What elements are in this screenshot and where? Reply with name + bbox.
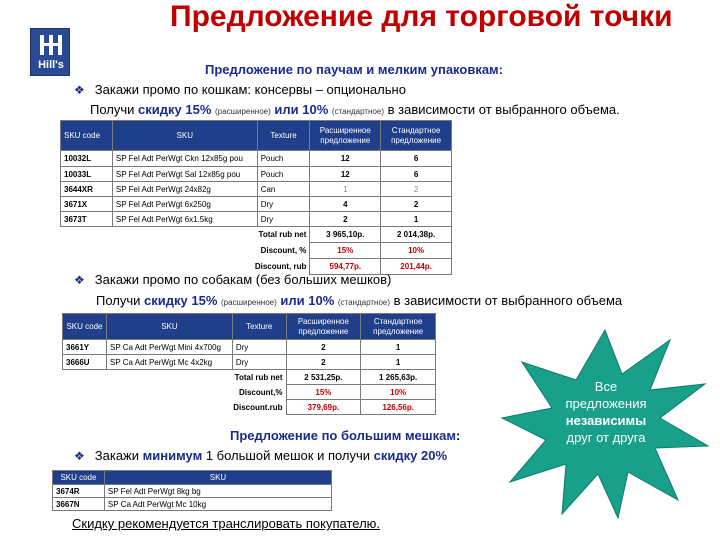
col-sku-code: SKU code xyxy=(53,471,105,485)
discount-pct-label: Discount, % xyxy=(112,243,310,259)
cell-std: 1 xyxy=(361,340,436,355)
totals-row xyxy=(61,243,452,259)
hills-logo xyxy=(30,28,70,76)
discount-20: скидку 20% xyxy=(373,448,448,463)
cell-sku: SP Ca Adt PerWgt Mc 4x2kg xyxy=(106,355,232,370)
cell-texture: Dry xyxy=(232,355,286,370)
total-std: 2 014,38р. xyxy=(381,227,452,243)
col-texture: Texture xyxy=(257,121,310,151)
star-line-2: предложения xyxy=(565,396,647,411)
discount-15: скидку 15% xyxy=(138,102,212,117)
big-bag-table xyxy=(52,470,332,511)
discount-rub-ext: 379,69р. xyxy=(286,400,361,415)
totals-row xyxy=(63,385,436,400)
section2-offer-line xyxy=(96,293,622,308)
col-sku: SKU xyxy=(112,121,257,151)
table-row xyxy=(61,151,452,167)
total-label: Total rub net xyxy=(112,227,310,243)
cell-ext: 12 xyxy=(310,167,381,182)
discount-pct-ext: 15% xyxy=(286,385,361,400)
cell-texture: Pouch xyxy=(257,167,310,182)
table-row xyxy=(61,182,452,197)
diamond-bullet-icon: ❖ xyxy=(74,273,85,287)
table-row xyxy=(61,212,452,227)
cell-texture: Can xyxy=(257,182,310,197)
col-sku-code: SKU code xyxy=(63,314,107,340)
section2-bullet-text: Закажи промо по собакам (без больших мешков) xyxy=(94,272,392,287)
cell-std: 1 xyxy=(361,355,436,370)
cell-code: 3644XR xyxy=(61,182,113,197)
offer-suffix: в зависимости от выбранного объема. xyxy=(387,102,620,117)
star-line-3: независимы xyxy=(565,413,647,428)
cell-texture: Dry xyxy=(257,197,310,212)
offer-prefix: Получи xyxy=(96,293,145,308)
cat-promo-table xyxy=(60,120,452,275)
starburst-text xyxy=(548,378,664,446)
cell-ext: 1 xyxy=(310,182,381,197)
cell-ext: 2 xyxy=(286,355,361,370)
col-sku: SKU xyxy=(104,471,331,485)
discount-rub-label: Discount.rub xyxy=(106,400,286,415)
discount-pct-label: Discount,% xyxy=(106,385,286,400)
section3-heading xyxy=(230,428,460,443)
discount-rub-std: 201,44р. xyxy=(381,259,452,275)
col-texture: Texture xyxy=(232,314,286,340)
logo-mark-icon xyxy=(40,35,62,55)
total-label: Total rub net xyxy=(106,370,286,385)
discount-10: или 10% xyxy=(274,102,329,117)
ext-note: (расширенное) xyxy=(215,107,271,116)
col-extended: Расширенное предложение xyxy=(310,121,381,151)
star-line-1: Все xyxy=(594,379,618,394)
section1-offer-line xyxy=(90,102,620,117)
cell-std: 2 xyxy=(381,197,452,212)
cell-code: 3674R xyxy=(53,485,105,498)
cell-ext: 2 xyxy=(286,340,361,355)
discount-pct-std: 10% xyxy=(381,243,452,259)
table-row xyxy=(53,498,332,511)
col-extended: Расширенное предложение xyxy=(286,314,361,340)
bullet-prefix: Закажи xyxy=(94,448,143,463)
cell-sku: SP Fel Adt PerWgt 24x82g xyxy=(112,182,257,197)
cell-code: 10032L xyxy=(61,151,113,167)
col-standard: Стандартное предложение xyxy=(381,121,452,151)
cell-sku: SP Fel Adt PerWgt 6x250g xyxy=(112,197,257,212)
section2-bullet xyxy=(74,272,391,287)
discount-rub-std: 126,56р. xyxy=(361,400,436,415)
table-row xyxy=(53,485,332,498)
cell-code: 3667N xyxy=(53,498,105,511)
offer-prefix: Получи xyxy=(90,102,139,117)
diamond-bullet-icon: ❖ xyxy=(74,83,85,97)
section1-bullet xyxy=(74,82,406,97)
diamond-bullet-icon: ❖ xyxy=(74,449,85,463)
cell-std: 6 xyxy=(381,167,452,182)
totals-row xyxy=(63,370,436,385)
slide-title: Предложение для торговой точки xyxy=(170,0,673,33)
col-sku: SKU xyxy=(106,314,232,340)
section3-heading-text: Предложение по большим мешкам xyxy=(230,428,456,443)
totals-row xyxy=(63,400,436,415)
cell-code: 3666U xyxy=(63,355,107,370)
table-row xyxy=(63,355,436,370)
footnote: Скидку рекомендуется транслировать покупателю. xyxy=(72,516,381,531)
section1-heading: Предложение по паучам и мелким упаковкам: xyxy=(205,62,504,77)
cell-std: 1 xyxy=(381,212,452,227)
minimum-word: минимум xyxy=(142,448,203,463)
col-sku-code: SKU code xyxy=(61,121,113,151)
cell-std: 2 xyxy=(381,182,452,197)
cell-sku: SP Fel Adt PerWgt Ckn 12x85g pou xyxy=(112,151,257,167)
section3-heading-colon: : xyxy=(455,428,461,443)
cell-sku: SP Fel Adt PerWgt 6x1.5kg xyxy=(112,212,257,227)
cell-texture: Dry xyxy=(232,340,286,355)
table-row xyxy=(61,167,452,182)
cell-ext: 2 xyxy=(310,212,381,227)
total-ext: 3 965,10р. xyxy=(310,227,381,243)
cell-sku: SP Ca Adt PerWgt Mc 10kg xyxy=(104,498,331,511)
discount-pct-ext: 15% xyxy=(310,243,381,259)
cell-texture: Dry xyxy=(257,212,310,227)
ext-note: (расширенное) xyxy=(221,298,277,307)
discount-pct-std: 10% xyxy=(361,385,436,400)
section1-bullet-text: Закажи промо по кошкам: консервы – опционально xyxy=(94,82,406,97)
dog-promo-table xyxy=(62,313,436,415)
discount-10: или 10% xyxy=(280,293,335,308)
cell-code: 3673T xyxy=(61,212,113,227)
star-line-4: друг от друга xyxy=(566,430,646,445)
cell-std: 6 xyxy=(381,151,452,167)
section3-bullet xyxy=(74,448,447,463)
bullet-mid: 1 большой мешок и получи xyxy=(202,448,374,463)
cell-sku: SP Ca Adt PerWgt Mini 4x700g xyxy=(106,340,232,355)
totals-row xyxy=(61,227,452,243)
cell-ext: 12 xyxy=(310,151,381,167)
cell-ext: 4 xyxy=(310,197,381,212)
discount-rub-ext: 594,77р. xyxy=(310,259,381,275)
table-row xyxy=(61,197,452,212)
total-std: 1 265,63р. xyxy=(361,370,436,385)
std-note: (стандартное) xyxy=(331,107,385,116)
col-standard: Стандартное предложение xyxy=(361,314,436,340)
total-ext: 2 531,25р. xyxy=(286,370,361,385)
cell-code: 3671X xyxy=(61,197,113,212)
std-note: (стандартное) xyxy=(337,298,391,307)
offer-suffix: в зависимости от выбранного объема xyxy=(393,293,623,308)
discount-rub-label: Discount, rub xyxy=(112,259,310,275)
table-row xyxy=(63,340,436,355)
discount-15: скидку 15% xyxy=(144,293,218,308)
cell-sku: SP Fel Adt PerWgt Sal 12x85g pou xyxy=(112,167,257,182)
logo-text: Hill's xyxy=(38,59,64,71)
cell-code: 3661Y xyxy=(63,340,107,355)
cell-sku: SP Fel Adt PerWgt 8kg bg xyxy=(104,485,331,498)
cell-code: 10033L xyxy=(61,167,113,182)
cell-texture: Pouch xyxy=(257,151,310,167)
